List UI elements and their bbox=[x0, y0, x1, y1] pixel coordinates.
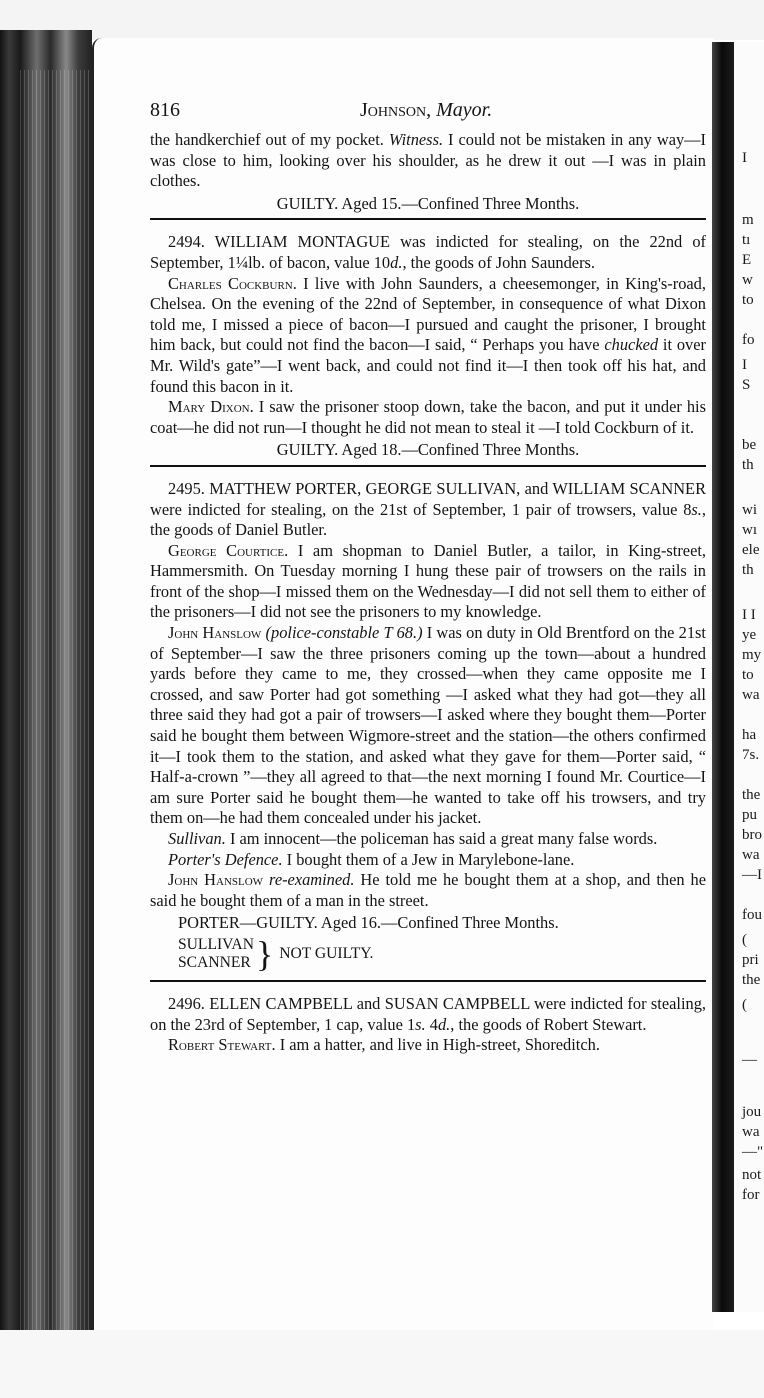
case-2495-indictment bbox=[150, 479, 706, 541]
facing-page-edge bbox=[734, 42, 764, 1312]
verdict: GUILTY. Aged 18.—Confined Three Months. bbox=[276, 440, 580, 460]
text-run: s. bbox=[415, 1014, 426, 1034]
text-run: (police-constable T 68.) bbox=[265, 623, 423, 643]
facing-fragment: wı bbox=[742, 522, 757, 538]
facing-fragment: w bbox=[742, 272, 753, 288]
facing-fragment: wi bbox=[742, 502, 757, 518]
running-head-name: Johnson, bbox=[360, 99, 432, 121]
facing-fragment: ha bbox=[742, 727, 757, 743]
facing-fragment: S bbox=[742, 377, 751, 393]
facing-fragment: I bbox=[742, 150, 747, 166]
text-run: I bought them of a Jew in Marylebone-lane. bbox=[286, 849, 575, 869]
text-run: , the goods of Robert Stewart. bbox=[450, 1014, 647, 1034]
text-run: , the goods of Daniel Butler. bbox=[150, 499, 706, 540]
facing-fragment: fou bbox=[742, 907, 762, 923]
facing-fragment: the bbox=[742, 972, 761, 988]
text-run: I am innocent—the policeman has said a great many false words. bbox=[229, 829, 658, 848]
speaker-label: Porter's Defence. bbox=[168, 849, 283, 869]
case-divider bbox=[150, 218, 706, 220]
text-run: I could not be mistaken in any way—I was close to him, looking over his shoulder, as he drew it out —I was in plain clothes. bbox=[150, 130, 707, 191]
text-run: chucked bbox=[604, 335, 659, 355]
witness-name: George Courtice. bbox=[168, 540, 289, 560]
text-run: I am shopman to Daniel Butler, a tailor, in King-street, Hammersmith. On Tuesday morning I hung these pair of trowsers on the rails in front of the shop—I missed them on the Wednesday—I did not sell them to either of the prisoners—I did not see the prisoners to my knowledge. bbox=[150, 540, 706, 622]
scan-top-margin bbox=[0, 0, 764, 40]
prisoner-statement bbox=[150, 829, 706, 850]
verdict: PORTER—GUILTY. Aged 16.—Confined Three Months. bbox=[178, 913, 559, 933]
facing-fragment: my bbox=[742, 647, 762, 663]
facing-fragment: E bbox=[742, 252, 752, 268]
witness-name: John Hanslow bbox=[168, 870, 264, 890]
text-run: 4 bbox=[429, 1014, 438, 1034]
facing-fragment: I I bbox=[742, 607, 756, 623]
facing-fragment: I bbox=[742, 357, 747, 373]
continued-testimony bbox=[150, 130, 706, 192]
prisoner-defence bbox=[150, 850, 706, 871]
facing-fragment: wa bbox=[742, 687, 760, 703]
text-run: I saw the prisoner stoop down, take the bacon, and put it under his coat—he did not run—I thought he did not mean to steal it —I told Cockburn of it. bbox=[150, 397, 706, 437]
facing-fragment: th bbox=[742, 562, 754, 578]
case-divider bbox=[150, 980, 706, 982]
facing-fragment: wa bbox=[742, 1124, 760, 1140]
facing-fragment: bro bbox=[742, 827, 762, 843]
case-2494-indictment bbox=[150, 232, 706, 273]
witness-testimony bbox=[150, 397, 706, 438]
witness-name: Charles Cockburn. bbox=[168, 273, 297, 293]
text-run: I was on duty in Old Brentford on the 21st of September—I saw the three prisoners coming up the town—about a hundred yards before they came to me, they crossed—when they came opposite me I crossed, and saw Porter had got something —I asked what they had got—they all three said they had got a pair of trowsers—I asked where they bought them—Porter said he bought them between Wigmore-street and the station—the others confirmed it—I took them to the station, and asked what they gave for them—Porter said, “ Half-a-crown ”—they all agreed to that—the next morning I found Mr. Courtice—I am sure Porter said he bought them—he wanted to take off his trowsers, and try them on—he had them concealed under his jacket. bbox=[150, 623, 706, 828]
speaker-label: Witness. bbox=[388, 130, 444, 149]
text-run: I am a hatter, and live in High-street, Shoreditch. bbox=[279, 1035, 600, 1055]
text-run: the handkerchief out of my pocket. bbox=[150, 130, 384, 149]
witness-name: Mary Dixon. bbox=[168, 397, 254, 417]
facing-fragment: fo bbox=[742, 332, 755, 348]
verdict: GUILTY. Aged 15.—Confined Three Months. bbox=[276, 193, 580, 213]
text-run: I live with John Saunders, a cheesemonger, in King's-road, Chelsea. On the evening of the 22nd of September, in consequence of what Dixon told me, I missed a piece of bacon—I pursued and caught the prisoner, I brought him back, but could not find the bacon—I said, “ Perhaps you have bbox=[150, 273, 706, 355]
case-divider bbox=[150, 465, 706, 467]
facing-fragment: —" bbox=[742, 1144, 764, 1160]
facing-fragment: —I bbox=[742, 867, 762, 883]
facing-fragment: to bbox=[742, 667, 754, 683]
brace-glyph: } bbox=[255, 933, 274, 974]
running-head bbox=[360, 100, 492, 121]
speaker-label: re-examined. bbox=[269, 870, 355, 890]
facing-fragment: 7s. bbox=[742, 747, 760, 763]
witness-testimony bbox=[150, 541, 706, 623]
witness-name: Robert Stewart. bbox=[168, 1035, 276, 1055]
witness-name: John Hanslow bbox=[168, 623, 262, 643]
witness-reexamined bbox=[150, 870, 706, 911]
text-run: d. bbox=[437, 1014, 451, 1034]
page-number: 816 bbox=[150, 99, 180, 121]
facing-fragment: jou bbox=[742, 1104, 762, 1120]
facing-fragment: be bbox=[742, 437, 757, 453]
page-text bbox=[150, 100, 706, 1056]
text-run: , the goods of John Saunders. bbox=[402, 252, 596, 272]
text-run: d. bbox=[390, 252, 403, 272]
facing-fragment: the bbox=[742, 787, 761, 803]
witness-testimony bbox=[150, 623, 706, 829]
text-run: s. bbox=[691, 499, 702, 519]
book-gutter bbox=[712, 42, 734, 1312]
defendant-name: SCANNER bbox=[178, 953, 251, 971]
verdict: NOT GUILTY. bbox=[279, 944, 374, 962]
facing-fragment: — bbox=[742, 1052, 757, 1068]
facing-fragment: tı bbox=[742, 232, 751, 248]
facing-fragment: ( bbox=[742, 932, 747, 948]
defendant-names bbox=[178, 936, 254, 972]
witness-testimony bbox=[150, 1035, 706, 1056]
facing-fragment: ele bbox=[742, 542, 760, 558]
facing-fragment: pri bbox=[742, 952, 759, 968]
speaker-label: Sullivan. bbox=[168, 829, 226, 848]
facing-fragment: not bbox=[742, 1167, 762, 1183]
running-head-title: Mayor. bbox=[436, 99, 493, 121]
text-run: 2495. MATTHEW PORTER, GEORGE SULLIVAN, and WILLIAM SCANNER were indicted for stealing, on the 21st of September, 1 pair of trowsers, value 8 bbox=[150, 478, 706, 519]
page-header bbox=[150, 100, 706, 130]
facing-fragment: th bbox=[742, 457, 754, 473]
page-edges bbox=[20, 70, 90, 1340]
facing-fragment: wa bbox=[742, 847, 760, 863]
joint-verdict bbox=[178, 933, 706, 974]
facing-fragment: for bbox=[742, 1187, 760, 1203]
witness-testimony bbox=[150, 274, 706, 398]
facing-fragment: pu bbox=[742, 807, 757, 823]
text-run: it over Mr. Wild's gate”—I went back, and could not find it—I then took off his hat, and found this bacon in it. bbox=[150, 335, 706, 396]
facing-fragment: ( bbox=[742, 997, 747, 1013]
text-run: He told me he bought them at a shop, and then he said he bought them of a man in the street. bbox=[150, 870, 706, 910]
scan-bottom-margin bbox=[0, 1330, 764, 1398]
facing-fragment: ye bbox=[742, 627, 757, 643]
text-run: 2496. ELLEN CAMPBELL and SUSAN CAMPBELL were indicted for stealing, on the 23rd of September, 1 cap, value 1 bbox=[150, 993, 706, 1034]
case-2496-indictment bbox=[150, 994, 706, 1035]
text-run: 2494. WILLIAM MONTAGUE was indicted for stealing, on the 22nd of September, 1¼lb. of bacon, value 10 bbox=[150, 232, 706, 272]
book-spine-edge bbox=[0, 30, 92, 1330]
defendant-name: SULLIVAN bbox=[178, 935, 254, 953]
facing-fragment: to bbox=[742, 292, 754, 308]
facing-fragment: m bbox=[742, 212, 754, 228]
